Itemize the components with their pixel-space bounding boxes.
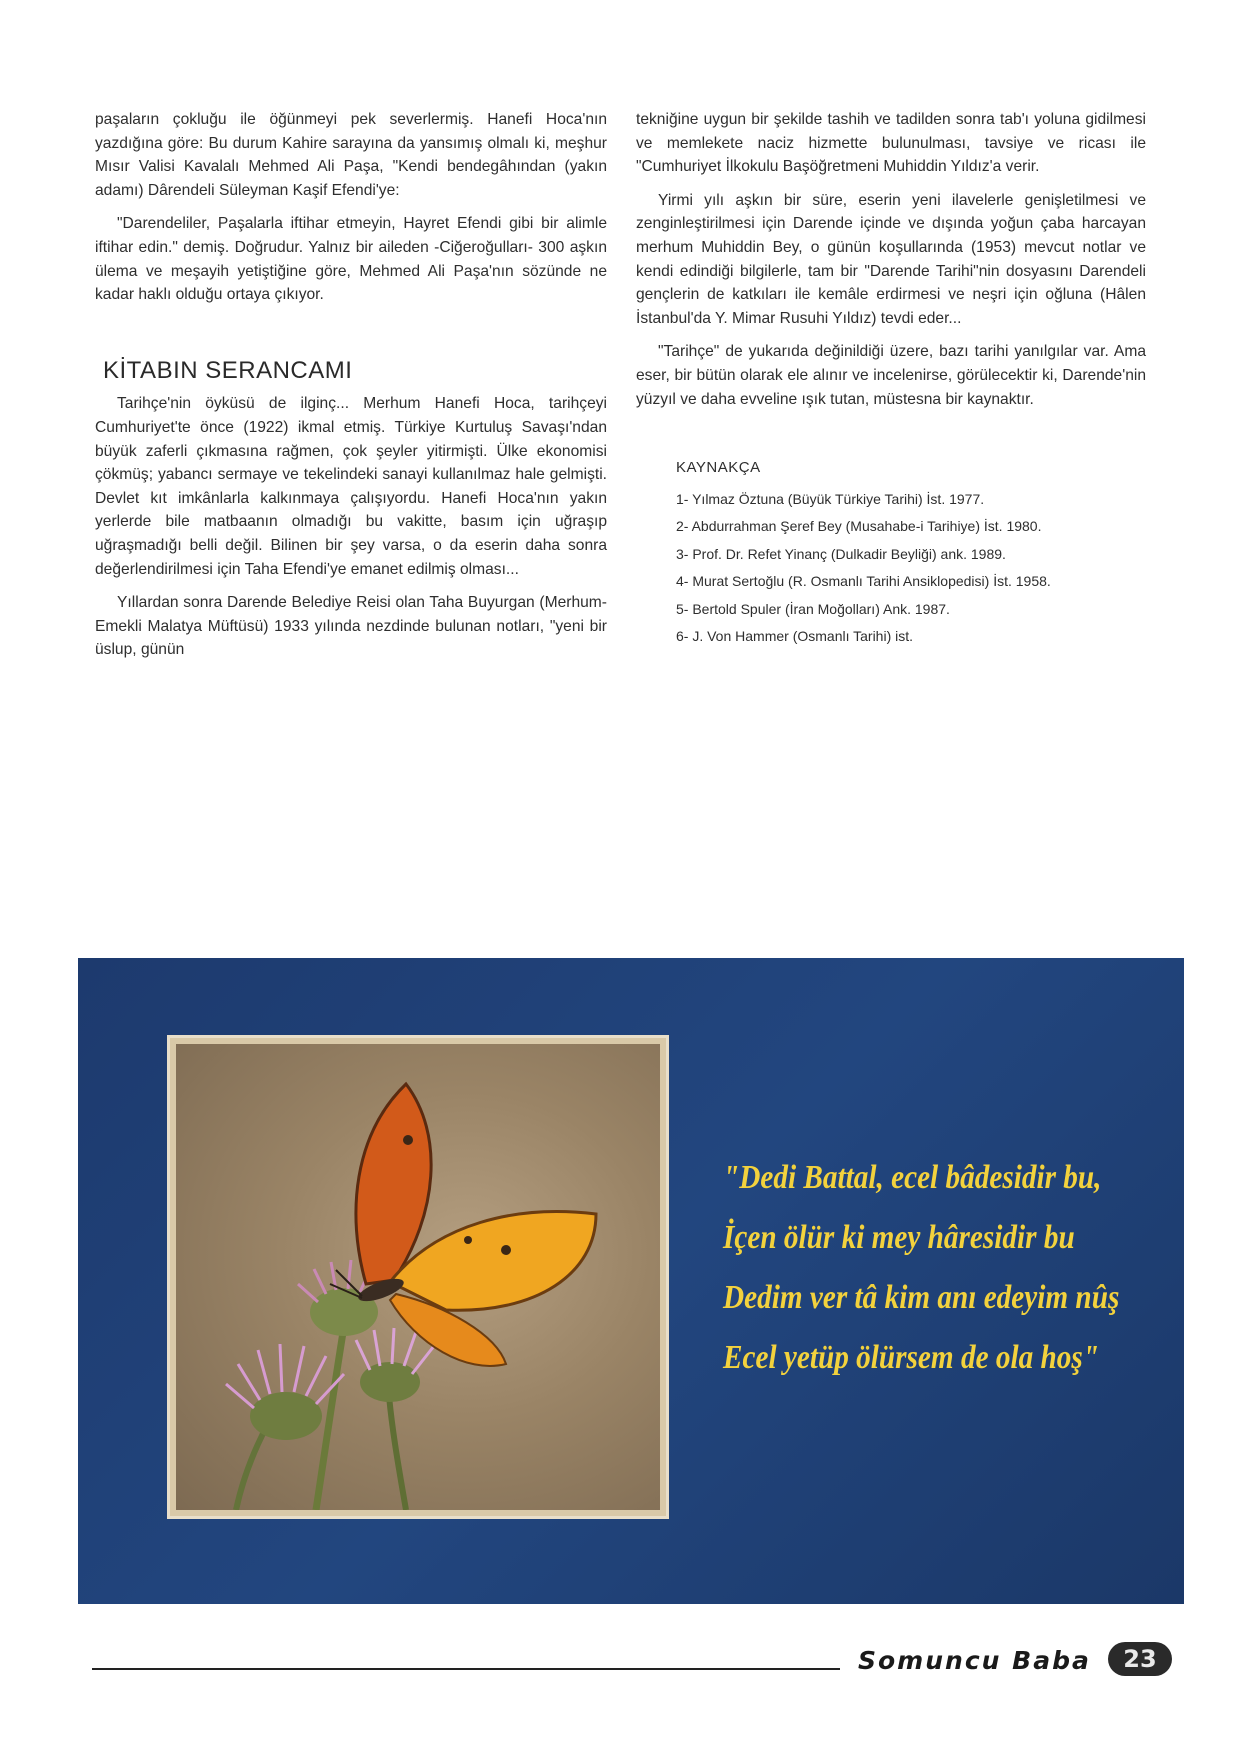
paragraph: Tarihçe'nin öyküsü de ilginç... Merhum Hanefi Hoca, tarihçeyi Cumhuriyet'te önce (1922) ikmal etmiş. Türkiye Kurtuluş Savaşı'ndan büyük zaferli çıkmasına rağmen, çok şeyler yitirmişti. Ülke ekonomisi çökmüş; yabancı sermaye ve tekelindeki sanayi kullanılmaz hale gelmişti. Devlet kıt imkânlarla kalkınmaya çalışıyordu. Hanefi Hoca'nın yakın yerlerde bile matbaanın olmadığı bu vakitte, basım için uğraşıp uğraşmadığı belli değil. Bilinen bir şey varsa, o da eserin daha sonra değerlendirilmesi için Taha Efendi'ye emanet edilmiş olması...: [95, 395, 607, 578]
bibliography-item: 6- J. Von Hammer (Osmanlı Tarihi) ist.: [676, 628, 914, 645]
poem-line: "Dedi Battal, ecel bâdesidir bu,: [723, 1159, 1102, 1196]
bibliography-item: 4- Murat Sertoğlu (R. Osmanlı Tarihi Ansiklopedisi) İst. 1958.: [676, 573, 1051, 590]
poem-text: [723, 1148, 1120, 1388]
paragraph: Yıllardan sonra Darende Belediye Reisi olan Taha Buyurgan (Merhum-Emekli Malatya Müftüsü) 1933 yılında nezdinde bulunan notları, "yeni bir üslup, günün: [95, 594, 607, 659]
paragraph: "Darendeliler, Paşalarla iftihar etmeyin, Hayret Efendi gibi bir alimle iftihar edin." demiş. Doğrudur. Yalnız bir aileden -Ciğeroğulları- 300 aşkın ülema ve meşayih yetiştiğine göre, Mehmed Ali Paşa'nın sözünde ne kadar haklı olduğu ortaya çıkıyor.: [95, 215, 607, 304]
magazine-name: Somuncu Baba: [858, 1646, 1091, 1675]
bibliography-list: [636, 486, 1146, 651]
right-column: [636, 108, 1146, 651]
poem-line: İçen ölür ki mey hâresidir bu: [723, 1219, 1075, 1256]
left-column: [95, 108, 607, 672]
butterfly-photo: [176, 1044, 660, 1510]
bibliography-title: KAYNAKÇA: [676, 459, 761, 477]
paragraph: Yirmi yılı aşkın bir süre, eserin yeni ilavelerle genişletilmesi ve zenginleştirilmesi için Darende içinde ve dışında yoğun çaba harcayan merhum Muhiddin Bey, o günün koşullarında (1953) mevcut notlar ve kendi edindiği bilgilerle, tam bir "Darende Tarihi"nin dosyasını Darendeli gençlerin de katkıları ile kemâle erdirmesi ve neşri için oğluna (Hâlen İstanbul'da Y. Mimar Rusuhi Yıldız) tevdi eder...: [636, 191, 1146, 327]
bibliography-item: 2- Abdurrahman Şeref Bey (Musahabe-i Tarihiye) İst. 1980.: [676, 518, 1042, 535]
section-heading: KİTABIN SERANCAMI: [103, 356, 353, 384]
page-number-badge: 23: [1108, 1642, 1172, 1676]
poem-banner: [78, 958, 1184, 1604]
butterfly-on-thistle-illustration: [176, 1044, 660, 1510]
bibliography-item: 3- Prof. Dr. Refet Yinanç (Dulkadir Beyliği) ank. 1989.: [676, 545, 1006, 562]
footer-rule: [92, 1668, 840, 1670]
paragraph: "Tarihçe" de yukarıda değinildiği üzere, bazı tarihi yanılgılar var. Ama eser, bir bütün olarak ele alınır ve incelenirse, görülecektir ki, Darende'nin yüzyıl ve daha evveline ışık tutan, müstesna bir kaynaktır.: [636, 343, 1146, 408]
paragraph: tekniğine uygun bir şekilde tashih ve tadilden sonra tab'ı yoluna gidilmesi ve memlekete naciz hizmette bulunulması, tavsiye ve ricası ile "Cumhuriyet İlkokulu Başöğretmeni Muhiddin Yıldız'a verir.: [636, 111, 1146, 176]
bibliography-item: 5- Bertold Spuler (İran Moğolları) Ank. 1987.: [676, 600, 950, 617]
poem-line: Dedim ver tâ kim anı edeyim nûş: [723, 1279, 1120, 1316]
poem-line: Ecel yetüp ölürsem de ola hoş": [723, 1339, 1100, 1376]
paragraph: paşaların çokluğu ile öğünmeyi pek severlermiş. Hanefi Hoca'nın yazdığına göre: Bu durum Kahire sarayına da yansımış olmalı ki, meşhur Mısır Valisi Kavalalı Mehmed Ali Paşa, "Kendi bendegâhından (yakın adamı) Dârendeli Süleyman Kaşif Efendi'ye:: [95, 111, 607, 199]
bibliography-item: 1- Yılmaz Öztuna (Büyük Türkiye Tarihi) İst. 1977.: [676, 490, 985, 507]
photo-frame: [170, 1038, 666, 1516]
